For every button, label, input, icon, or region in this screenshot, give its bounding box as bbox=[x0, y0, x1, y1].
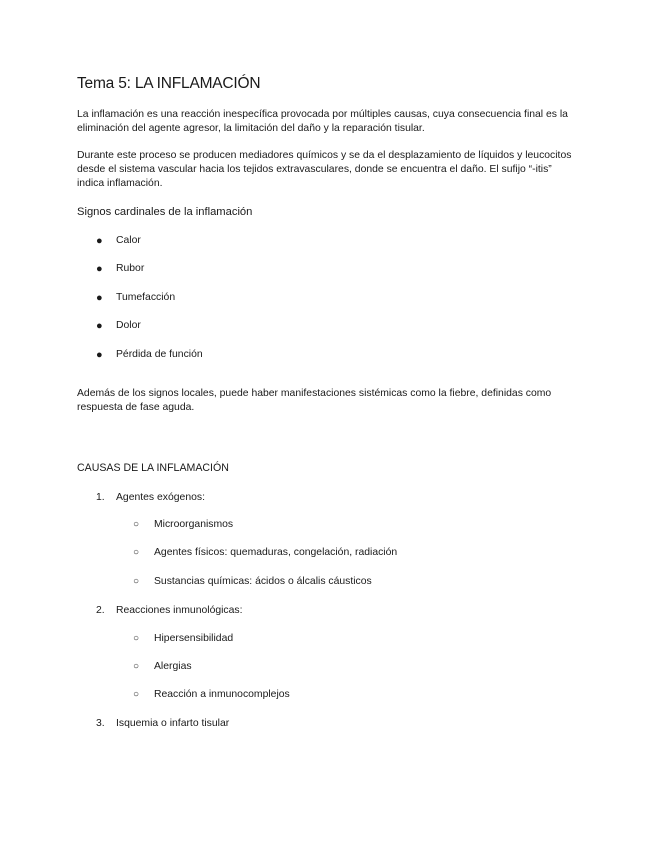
process-paragraph: Durante este proceso se producen mediadores químicos y se da el desplazamiento de líquidos y leucocitos desde el sistema vascular hacia los tejidos extravasculares, donde se encuentra el daño. El sufijo “-itis” indica inflamación. bbox=[77, 150, 572, 189]
circle-bullet-icon: ○ bbox=[133, 661, 140, 672]
list-item-label: Rubor bbox=[116, 263, 145, 274]
circle-bullet-icon: ○ bbox=[133, 519, 140, 530]
item-number: 3. bbox=[96, 718, 105, 729]
list-item-label: Calor bbox=[116, 235, 141, 246]
circle-bullet-icon: ○ bbox=[133, 547, 140, 558]
item-number: 2. bbox=[96, 605, 105, 616]
systemic-paragraph: Además de los signos locales, puede haber manifestaciones sistémicas como la fiebre, definidas como respuesta de fase aguda. bbox=[77, 388, 552, 413]
circle-bullet-icon: ○ bbox=[133, 689, 140, 700]
bullet-icon: ● bbox=[96, 263, 103, 275]
signs-heading: Signos cardinales de la inflamación bbox=[77, 206, 253, 218]
bullet-icon: ● bbox=[96, 235, 103, 247]
sub-list-item-label: Reacción a inmunocomplejos bbox=[154, 689, 290, 700]
sub-list-item-label: Hipersensibilidad bbox=[154, 633, 234, 644]
sub-list-item-label: Microorganismos bbox=[154, 519, 234, 530]
sub-list-item-label: Agentes físicos: quemaduras, congelación, radiación bbox=[154, 547, 398, 558]
item-number: 1. bbox=[96, 492, 105, 503]
bullet-icon: ● bbox=[96, 292, 103, 304]
sub-list-item-label: Sustancias químicas: ácidos o álcalis cáusticos bbox=[154, 576, 372, 587]
list-item-label: Dolor bbox=[116, 320, 141, 331]
list-item-label: Tumefacción bbox=[116, 292, 176, 303]
sub-list-item-label: Alergias bbox=[154, 661, 192, 672]
circle-bullet-icon: ○ bbox=[133, 576, 140, 587]
causes-heading: CAUSAS DE LA INFLAMACIÓN bbox=[77, 462, 229, 474]
numbered-item-label: Isquemia o infarto tisular bbox=[116, 718, 230, 729]
circle-bullet-icon: ○ bbox=[133, 633, 140, 644]
numbered-item-label: Reacciones inmunológicas: bbox=[116, 605, 243, 616]
bullet-icon: ● bbox=[96, 320, 103, 332]
numbered-item-label: Agentes exógenos: bbox=[116, 492, 205, 503]
intro-paragraph: La inflamación es una reacción inespecífica provocada por múltiples causas, cuya consecuencia final es la eliminación del agente agresor, la limitación del daño y la reparación tisular. bbox=[77, 109, 568, 134]
list-item-label: Pérdida de función bbox=[116, 349, 203, 360]
bullet-icon: ● bbox=[96, 349, 103, 361]
page-title: Tema 5: LA INFLAMACIÓN bbox=[77, 75, 261, 92]
